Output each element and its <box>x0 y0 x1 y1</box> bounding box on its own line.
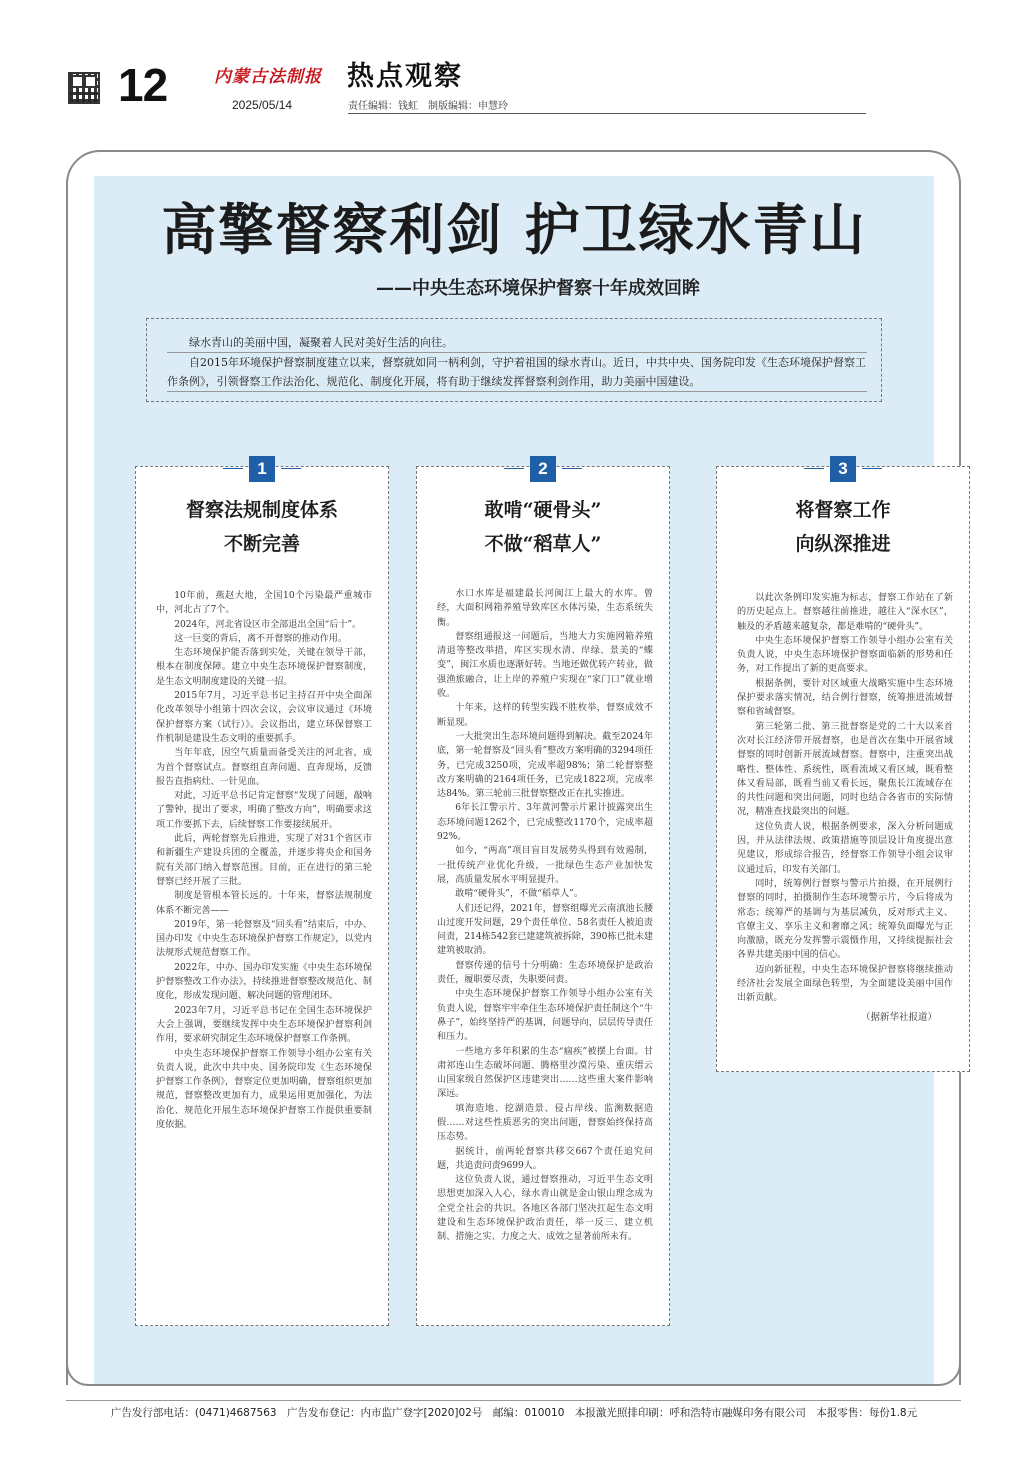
section-title <box>136 493 388 561</box>
paragraph: 6年长江警示片、3年黄河警示片累计披露突出生态环境问题1262个，已完成整改1170个，完成率超92%。 <box>437 803 653 843</box>
paragraph: 对此，习近平总书记肯定督察“发现了问题，敲响了警钟，提出了要求，明确了整改方向”，明确要求这项工作要抓下去，后续督察工作要接续展开。 <box>156 791 372 830</box>
section-title <box>417 493 669 561</box>
section-number-badge: 1 <box>249 456 275 482</box>
footer-rule <box>66 1400 961 1401</box>
paragraph: 敢啃“硬骨头”，不做“稻草人”。 <box>455 889 583 900</box>
page-number: 12 <box>118 59 168 111</box>
qr-code <box>68 72 100 104</box>
panel-bottom <box>94 1364 934 1384</box>
paragraph: 同时，统筹例行督察与警示片拍摄，在开展例行督察的同时，拍摄制作生态环境警示片，今后将成为常态；统筹严的基调与为基层减负，反对形式主义、官僚主义、享乐主义和奢靡之风；统筹负面曝光与正向激励，既充分发挥警示震慑作用，又持续提振社会各界共建美丽中国的信心。 <box>737 878 953 961</box>
section-body <box>417 561 669 1245</box>
section-column-1 <box>135 459 389 1326</box>
paragraph: 填海造地、挖湖造景、侵占岸线、监测数据造假……对这些性质恶劣的突出问题，督察始终保持高压态势。 <box>437 1103 653 1143</box>
section-column-2 <box>416 459 670 1326</box>
paragraph: 督察组通报这一问题后，当地大力实施网箱养殖清退等整改举措，库区实现水清、岸绿、景美的“蝶变”，闽江水质也逐渐好转。当地还做优转产转业，做强渔旅融合，让上岸的养殖户实现在“家门口”就业增收。 <box>437 631 653 700</box>
editors-credit: 责任编辑：钱虹 制版编辑：申慧玲 <box>348 101 508 112</box>
paragraph: 生态环境保护能否落到实处，关键在领导干部，根本在制度保障。建立中央生态环境保护督察制度，是生态文明制度建设的关键一招。 <box>156 648 372 687</box>
section-title-line: 不做“稻草人” <box>484 533 602 555</box>
paragraph: 2022年，中办、国办印发实施《中央生态环境保护督察整改工作办法》，持续推进督察整改规范化、制度化，形成发现问题、解决问题的管理闭环。 <box>156 962 372 1002</box>
section-body <box>136 561 388 1132</box>
paragraph: 2023年7月，习近平总书记在全国生态环境保护大会上强调，要继续发挥中央生态环境保护督察利剑作用，要求研究制定生态环境保护督察工作条例。 <box>156 1005 372 1045</box>
section-title-line: 向纵深推进 <box>795 533 891 555</box>
intro-paragraph: 自2015年环境保护督察制度建立以来，督察就如同一柄利剑，守护着祖国的绿水青山。近日，中共中央、国务院印发《生态环境保护督察工作条例》，引领督察工作法治化、规范化、制度化开展，将有助于继续发挥督察利剑作用，助力美丽中国建设。 <box>167 353 867 392</box>
paragraph: 这位负责人说，根据条例要求，深入分析问题成因，并从法律法规、政策措施等顶层设计角度提出意见建议，形成综合报告，经督察工作领导小组会议审议通过后，印发有关部门。 <box>737 821 953 875</box>
section-body <box>717 561 969 1026</box>
paragraph: 根据条例，要针对区域重大战略实施中生态环境保护要求落实情况，结合例行督察，统筹推进流域督察和省域督察。 <box>737 678 953 718</box>
issue-date: 2025/05/14 <box>232 98 293 112</box>
paragraph: 十年来，这样的转型实践不胜枚举，督察成效不断显现。 <box>437 703 653 728</box>
intro-box <box>146 318 882 402</box>
headline: 高擎督察利剑 护卫绿水青山 <box>161 197 867 262</box>
paragraph: 人们还记得，2021年，督察组曝光云南滇池长腰山过度开发问题，29个责任单位、58名责任人被追责问责，214栋542套已建建筑被拆除，390栋已批未建建筑被取消。 <box>437 903 653 957</box>
paragraph: 据统计，前两轮督察共移交667个责任追究问题，共追责问责9699人。 <box>437 1146 653 1171</box>
section-number-badge: 3 <box>830 456 856 482</box>
paragraph: 迈向新征程，中央生态环境保护督察将继续推动经济社会发展全面绿色转型，为全面建设美丽中国作出新贡献。 <box>737 964 953 1004</box>
section-title-line: 督察法规制度体系 <box>185 499 338 521</box>
paragraph: 一些地方多年积累的生态“痼疾”被摆上台面。甘肃祁连山生态破坏问题、腾格里沙漠污染、重庆缙云山国家级自然保护区违建突出……这些重大案件影响深远。 <box>437 1046 653 1100</box>
paragraph: 2024年，河北省设区市全部退出全国“后十”。 <box>174 619 362 630</box>
footer-info: 广告发行部电话：(0471)4687563 广告发布登记：内市监广登字[2020]02号 邮编：010010 本报激光照排印刷：呼和浩特市融媒印务有限公司 本报零售：每份1.8元 <box>110 1407 918 1419</box>
section-title-line: 将督察工作 <box>795 499 891 521</box>
paragraph: 中央生态环境保护督察工作领导小组办公室有关负责人说，此次中共中央、国务院印发《生态环境保护督察工作条例》，督察定位更加明确，督察组织更加规范，督察整改更加有力，成果运用更加强化，为法治化、规范化开展生态环境保护督察工作提供重要制度依据。 <box>156 1048 372 1130</box>
paragraph: 水口水库是福建最长河闽江上最大的水库。曾经，大面积网箱养殖导致库区水体污染，生态系统失衡。 <box>437 589 653 628</box>
paragraph: 一大批突出生态环境问题得到解决。截至2024年底，第一轮督察及“回头看”整改方案明确的3294项任务，已完成3250项，完成率超98%；第二轮督察整改方案明确的2164项任务，已完成1822项，完成率达84%。第三轮前三批督察整改正在扎实推进。 <box>437 731 653 800</box>
paragraph: 第三轮第二批、第三批督察是党的二十大以来首次对长江经济带开展督察，也是首次在集中开展省域督察的同时创新开展流域督察。督察中，注重突出战略性、整体性、系统性，既看流域又看区域，既看整体又看局部，既看当前又看长远，聚焦长江流域存在的共性问题和突出问题，同时也结合各省市的实际情况，精准查找最突出的问题。 <box>737 721 953 818</box>
paragraph: 此后，两轮督察先后推进，实现了对31个省区市和新疆生产建设兵团的全覆盖，并逐步将央企和国务院有关部门纳入督察范围。目前，正在进行的第三轮督察已经开展了三批。 <box>156 834 372 887</box>
paragraph: 中央生态环境保护督察工作领导小组办公室有关负责人说，督察牢牢牵住生态环境保护责任制这个“牛鼻子”，始终坚持严的基调，问题导向，层层传导责任和压力。 <box>437 989 653 1043</box>
paragraph: 督察传递的信号十分明确：生态环境保护是政治责任，履职要尽责，失职要问责。 <box>437 960 653 986</box>
paragraph: 当年年底，因空气质量而备受关注的河北省，成为首个督察试点。督察组直奔问题、直奔现场，反馈报告直指病灶、一针见血。 <box>156 748 372 787</box>
source-credit: （据新华社报道） <box>860 1011 937 1023</box>
paragraph: 2019年，第一轮督察及“回头看”结束后，中办、国办印发《中央生态环境保护督察工作规定》，以党内法规形式规范督察工作。 <box>156 919 372 959</box>
paragraph: 这一巨变的背后，离不开督察的推动作用。 <box>174 633 347 644</box>
paper-name-logo: 内蒙古法制报 <box>214 67 322 87</box>
section-title <box>717 493 969 561</box>
paragraph: 制度是管根本管长远的。十年来，督察法规制度体系不断完善—— <box>156 891 372 916</box>
section-title-line: 敢啃“硬骨头” <box>484 499 602 521</box>
section-title: 热点观察 <box>347 61 463 92</box>
paragraph: 2015年7月，习近平总书记主持召开中央全面深化改革领导小组第十四次会议，会议审议通过《环境保护督察方案（试行）》。会议指出，建立环保督察工作机制是建设生态文明的重要抓手。 <box>156 691 372 744</box>
paragraph: 如今，“两高”项目盲目发展势头得到有效遏制，一批传统产业优化升级，一批绿色生态产业加快发展，高质量发展水平明显提升。 <box>437 846 653 885</box>
section-title-line: 不断完善 <box>223 533 300 555</box>
subheadline: ——中央生态环境保护督察十年成效回眸 <box>376 278 700 299</box>
section-number-badge: 2 <box>530 456 556 482</box>
paragraph: 这位负责人说，通过督察推动，习近平生态文明思想更加深入人心，绿水青山就是金山银山理念成为全党全社会的共识。各地区各部门坚决扛起生态文明建设和生态环境保护政治责任，举一反三、建立机制、措施之实、力度之大、成效之显著前所未有。 <box>437 1175 653 1243</box>
paragraph: 中央生态环境保护督察工作领导小组办公室有关负责人说，中央生态环境保护督察面临新的形势和任务，对工作提出了新的更高要求。 <box>737 635 953 675</box>
paragraph: 以此次条例印发实施为标志，督察工作站在了新的历史起点上。督察越往前推进，越往入“深水区”，触及的矛盾越来越复杂，都是难啃的“硬骨头”。 <box>737 593 953 632</box>
paragraph: 10年前，燕赵大地，全国10个污染最严重城市中，河北占了7个。 <box>156 591 372 616</box>
intro-paragraph: 绿水青山的美丽中国，凝聚着人民对美好生活的向往。 <box>167 333 867 353</box>
header-rule <box>348 113 866 114</box>
section-column-3 <box>716 459 970 1072</box>
